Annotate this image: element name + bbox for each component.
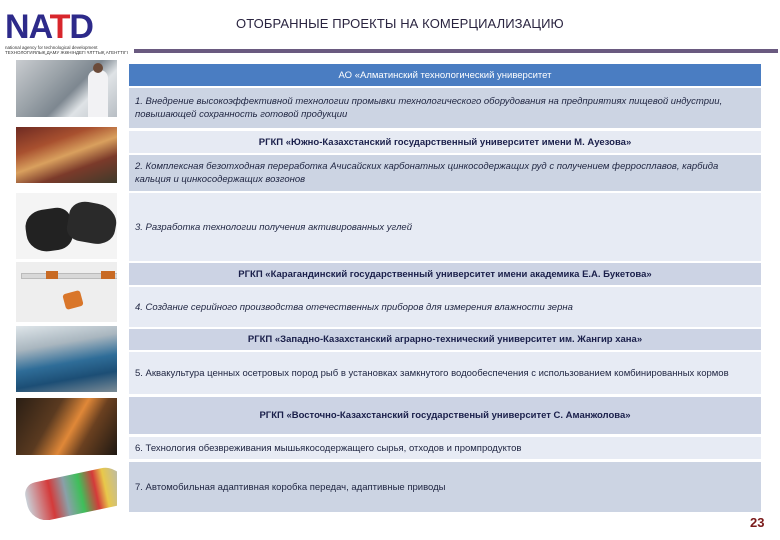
grain-moisture-meter-photo: [16, 262, 117, 322]
aquaculture-facility-photo: [16, 326, 117, 392]
gearbox-cutaway-photo: [16, 462, 117, 520]
project-row: 1. Внедрение высокоэффективной технологии промывки технологического оборудования на предприятиях пищевой индустрии, повышающей сохранность готовой продукции: [129, 88, 761, 128]
project-row: 4. Создание серийного производства отечественных приборов для измерения влажности зерна: [129, 287, 761, 327]
logo-subtitle: national agency for technological development ТЕХНОЛОГИЯЛЫҚ ДАМУ ЖӨНІНДЕГІ ҰЛТТЫҚ АГЕНТТІГІ: [5, 45, 128, 55]
page-number: 23: [750, 515, 765, 530]
university-header: РГКП «Западно-Казахстанский аграрно-технический университет им. Жангир хана»: [129, 329, 761, 350]
project-row: 5. Аквакультура ценных осетровых пород рыб в установках замкнутого водообеспечения с использованием комбинированных кормов: [129, 352, 761, 394]
project-row: 6. Технология обезвреживания мышьякосодержащего сырья, отходов и промпродуктов: [129, 437, 761, 459]
project-row: 7. Автомобильная адаптивная коробка передач, адаптивные приводы: [129, 462, 761, 512]
page-title: ОТОБРАННЫЕ ПРОЕКТЫ НА КОМЕРЦИАЛИЗАЦИЮ: [236, 16, 564, 31]
lab-photo: [16, 60, 117, 117]
university-header: РГКП «Южно-Казахстанский государственный университет имени М. Ауезова»: [129, 131, 761, 153]
metallurgy-furnace-photo: [16, 398, 117, 455]
project-row: 3. Разработка технологии получения активированных углей: [129, 193, 761, 261]
natd-logo: [5, 10, 133, 54]
university-header: РГКП «Восточно-Казахстанский государственый университет С. Аманжолова»: [129, 397, 761, 434]
industrial-plant-photo: [16, 127, 117, 183]
university-header: АО «Алматинский технологический университет: [129, 64, 761, 86]
title-divider: [134, 49, 778, 53]
activated-carbon-photo: [16, 193, 117, 259]
university-header: РГКП «Карагандинский государственный университет имени академика Е.А. Букетова»: [129, 263, 761, 285]
project-row: 2. Комплексная безотходная переработка Ачисайских карбонатных цинкосодержащих руд с получением ферросплавов, карбида кальция и цинкосодержащих возгонов: [129, 155, 761, 191]
logo-letters: NATD: [5, 8, 93, 46]
